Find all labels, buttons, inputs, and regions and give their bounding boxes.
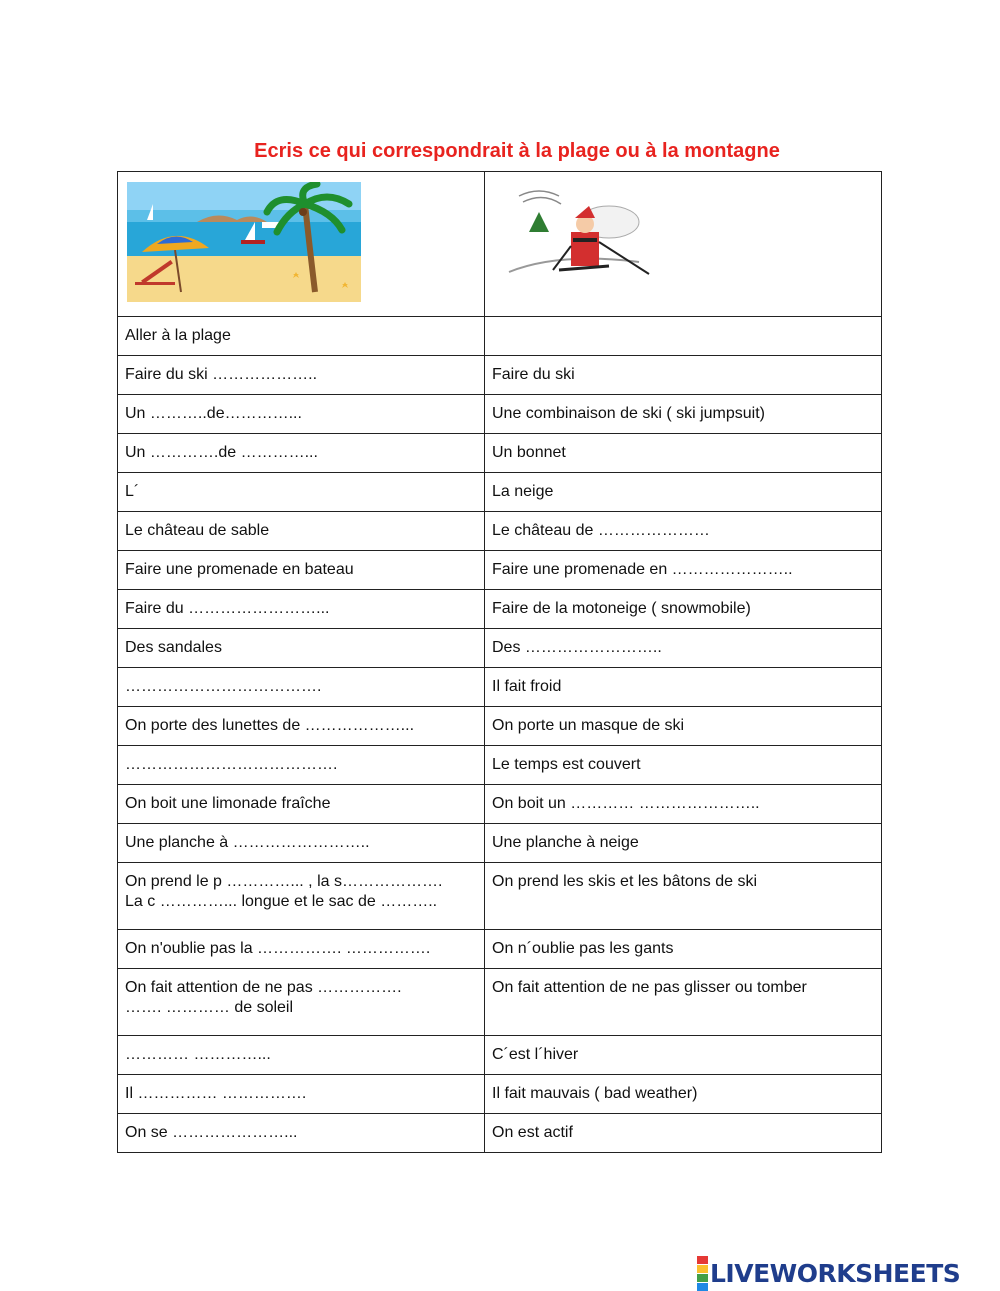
- logo-block: [697, 1265, 708, 1273]
- beach-cell: Faire une promenade en bateau: [118, 551, 485, 590]
- beach-cell: On boit une limonade fraîche: [118, 785, 485, 824]
- table-row: [118, 668, 882, 707]
- beach-cell[interactable]: ………… …………...: [118, 1036, 485, 1075]
- table-row: [118, 551, 882, 590]
- mountain-cell: On prend les skis et les bâtons de ski: [485, 863, 882, 930]
- table-row: [118, 707, 882, 746]
- beach-cell[interactable]: ………………………………….: [118, 746, 485, 785]
- image-row: [118, 172, 882, 317]
- mountain-image-cell: [485, 172, 882, 317]
- mountain-cell: Il fait froid: [485, 668, 882, 707]
- mountain-cell: Faire de la motoneige ( snowmobile): [485, 590, 882, 629]
- mountain-cell[interactable]: [485, 317, 882, 356]
- mountain-cell: Une planche à neige: [485, 824, 882, 863]
- mountain-cell: Le temps est couvert: [485, 746, 882, 785]
- beach-cell[interactable]: L´: [118, 473, 485, 512]
- table-row: [118, 590, 882, 629]
- table-row: [118, 863, 882, 930]
- liveworksheets-logo[interactable]: [697, 1256, 960, 1291]
- table-row: [118, 930, 882, 969]
- mountain-cell: On fait attention de ne pas glisser ou tomber: [485, 969, 882, 1036]
- worksheet-table: [117, 171, 882, 1153]
- logo-blocks-icon: [697, 1256, 708, 1291]
- beach-cell[interactable]: Faire du ……………………...: [118, 590, 485, 629]
- beach-cell[interactable]: On se …………………...: [118, 1114, 485, 1153]
- beach-image: [127, 182, 361, 302]
- mountain-cell: Il fait mauvais ( bad weather): [485, 1075, 882, 1114]
- beach-cell[interactable]: Une planche à ……………………..: [118, 824, 485, 863]
- table-row: [118, 434, 882, 473]
- table-row: [118, 1075, 882, 1114]
- table-row: [118, 629, 882, 668]
- mountain-cell: On n´oublie pas les gants: [485, 930, 882, 969]
- mountain-cell: La neige: [485, 473, 882, 512]
- mountain-cell[interactable]: Le château de …………………: [485, 512, 882, 551]
- beach-cell[interactable]: Un ………..de…………...: [118, 395, 485, 434]
- beach-cell: Le château de sable: [118, 512, 485, 551]
- table-row: [118, 317, 882, 356]
- mountain-cell[interactable]: On boit un ………… …………………..: [485, 785, 882, 824]
- cell-line: ……. ………… de soleil: [125, 999, 294, 1016]
- table-row: [118, 1114, 882, 1153]
- mountain-cell[interactable]: Faire une promenade en …………………..: [485, 551, 882, 590]
- logo-block: [697, 1274, 708, 1282]
- cell-line: On prend le p …………... , la s……………….: [125, 873, 443, 890]
- mountain-cell[interactable]: Des ……………………..: [485, 629, 882, 668]
- beach-cell: Des sandales: [118, 629, 485, 668]
- table-row: [118, 746, 882, 785]
- mountain-cell: On est actif: [485, 1114, 882, 1153]
- table-row: [118, 969, 882, 1036]
- beach-cell[interactable]: [118, 969, 485, 1036]
- beach-cell[interactable]: Faire du ski ………………..: [118, 356, 485, 395]
- mountain-cell: Une combinaison de ski ( ski jumpsuit): [485, 395, 882, 434]
- beach-cell[interactable]: On porte des lunettes de ………………...: [118, 707, 485, 746]
- table-row: [118, 824, 882, 863]
- cell-line: La c …………... longue et le sac de ………..: [125, 893, 438, 910]
- mountain-cell: C´est l´hiver: [485, 1036, 882, 1075]
- beach-cell[interactable]: [118, 863, 485, 930]
- table-row: [118, 473, 882, 512]
- worksheet-title: Ecris ce qui correspondrait à la plage ou à la montagne: [254, 140, 780, 162]
- table-row: [118, 785, 882, 824]
- beach-image-cell: [118, 172, 485, 317]
- beach-cell[interactable]: ……………………………….: [118, 668, 485, 707]
- logo-block: [697, 1256, 708, 1264]
- table-row: [118, 395, 882, 434]
- mountain-cell: Faire du ski: [485, 356, 882, 395]
- beach-cell: Aller à la plage: [118, 317, 485, 356]
- logo-text: LIVEWORKSHEETS: [710, 1259, 961, 1288]
- mountain-cell: Un bonnet: [485, 434, 882, 473]
- santa-skiing-image: [499, 182, 669, 292]
- cell-line: On fait attention de ne pas …………….: [125, 979, 402, 996]
- logo-block: [697, 1283, 708, 1291]
- table-row: [118, 356, 882, 395]
- beach-cell[interactable]: Il …………… …………….: [118, 1075, 485, 1114]
- beach-cell[interactable]: Un ………….de …………...: [118, 434, 485, 473]
- beach-cell[interactable]: On n'oublie pas la ……………. …………….: [118, 930, 485, 969]
- table-row: [118, 1036, 882, 1075]
- mountain-cell: On porte un masque de ski: [485, 707, 882, 746]
- table-row: [118, 512, 882, 551]
